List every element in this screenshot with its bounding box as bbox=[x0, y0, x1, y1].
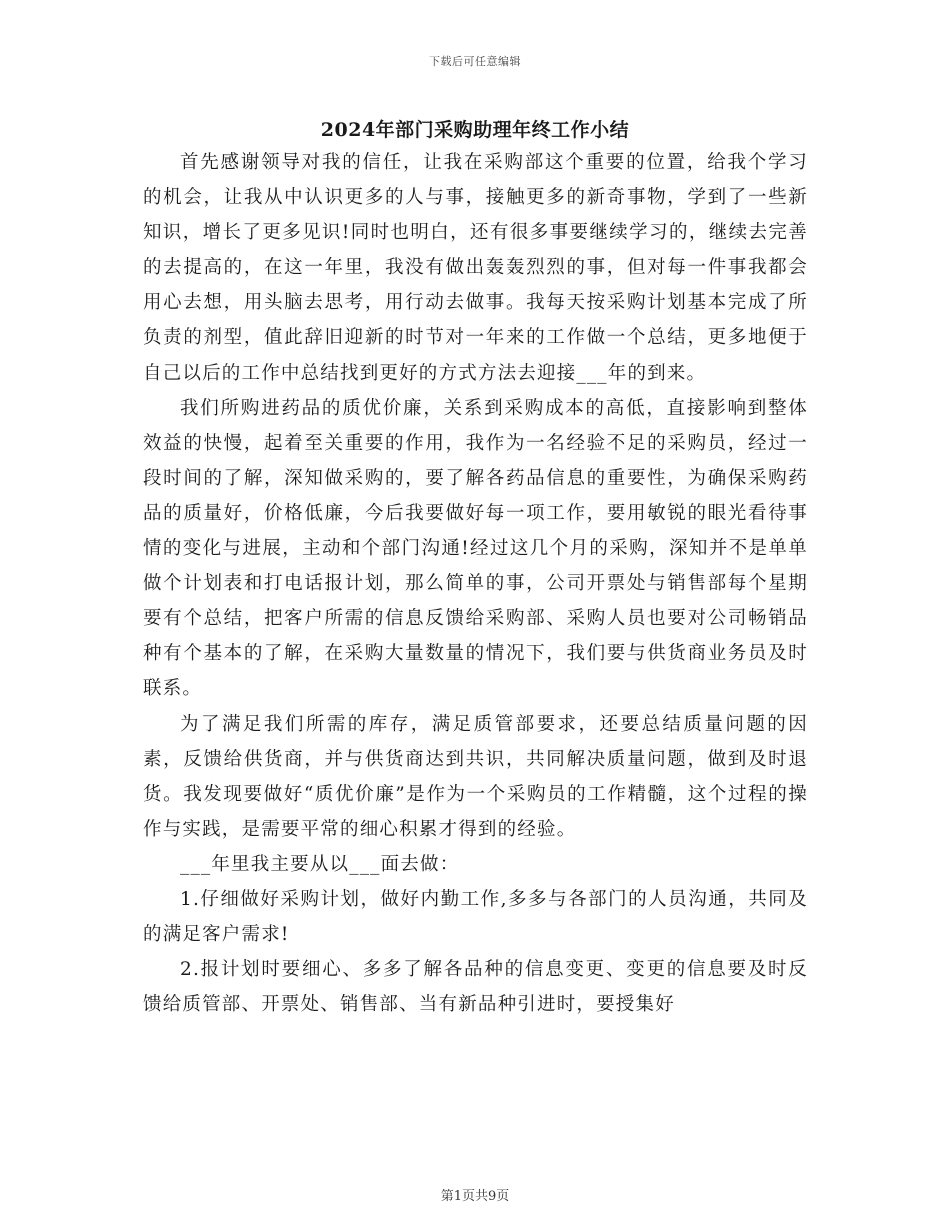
page-number: 第1页共9页 bbox=[440, 1189, 510, 1204]
paragraph-quality-price: 我们所购进药品的质优价廉，关系到采购成本的高低，直接影响到整体效益的快慢，起着至关重要的作用，我作为一名经验不足的采购员，经过一段时间的了解，深知做采购的，要了解各药品信息的重要性，为确保采购药品的质量好，价格低廉，今后我要做好每一项工作，要用敏锐的眼光看待事情的变化与进展，主动和个部门沟通!经过这几个月的采购，深知并不是单单做个计划表和打电话报计划，那么简单的事，公司开票处与销售部每个星期要有个总结，把客户所需的信息反馈给采购部、采购人员也要对公司畅销品种有个基本的了解，在采购大量数量的情况下，我们要与供货商业务员及时联系。 bbox=[143, 397, 808, 700]
paragraph-intro: 首先感谢领导对我的信任，让我在采购部这个重要的位置，给我个学习的机会，让我从中认识更多的人与事，接触更多的新奇事物，学到了一些新知识，增长了更多见识!同时也明白，还有很多事要继续学习的，继续去完善的去提高的，在这一年里，我没有做出轰轰烈烈的事，但对每一件事我都会用心去想，用头脑去思考，用行动去做事。我每天按采购计划基本完成了所负责的剂型，值此辞旧迎新的时节对一年来的工作做一个总结，更多地便于自己以后的工作中总结找到更好的方式方法去迎接___年的到来。 bbox=[143, 152, 808, 384]
paragraph-aspects-intro: ___年里我主要从以___面去做： bbox=[180, 853, 460, 875]
paragraph-item-1: 1.仔细做好采购计划，做好内勤工作,多多与各部门的人员沟通，共同及的满足客户需求! bbox=[143, 888, 808, 946]
page-header-note: 下载后可任意编辑 bbox=[429, 55, 521, 68]
document-title: 2024年部门采购助理年终工作小结 bbox=[320, 119, 630, 141]
paragraph-inventory: 为了满足我们所需的库存，满足质管部要求，还要总结质量问题的因素，反馈给供货商，并与供货商达到共识，共同解决质量问题，做到及时退货。我发现要做好“质优价廉”是作为一个采购员的工作精髓，这个过程的操作与实践，是需要平常的细心积累才得到的经验。 bbox=[143, 713, 808, 840]
document-body bbox=[143, 145, 808, 1022]
paragraph-item-2: 2.报计划时要细心、多多了解各品种的信息变更、变更的信息要及时反馈给质管部、开票处、销售部、当有新品种引进时，要授集好 bbox=[143, 959, 808, 1016]
